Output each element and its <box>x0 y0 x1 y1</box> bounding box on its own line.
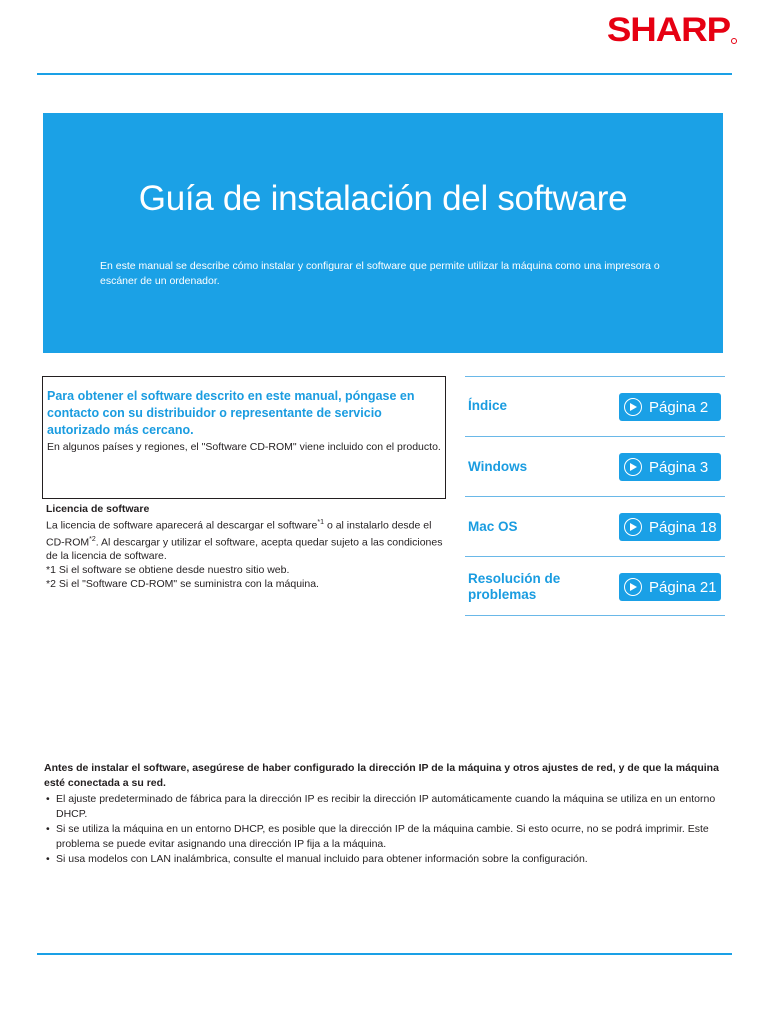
prerequisites-list <box>44 792 728 867</box>
goto-page-3-button[interactable] <box>619 453 721 481</box>
goto-page-18-label: Página 18 <box>649 518 717 536</box>
nav-row-indice <box>465 376 725 436</box>
bottom-divider <box>37 953 732 955</box>
sharp-logo: SHARP <box>606 11 730 49</box>
notice-lead-text: Para obtener el software descrito en este manual, póngase en contacto con su distribuidor o representante de servicio autorizado más cercano. <box>47 389 415 437</box>
list-item: • Si usa modelos con LAN inalámbrica, consulte el manual incluido para obtener información sobre la configuración. <box>44 852 728 867</box>
goto-page-21-button[interactable] <box>619 573 721 601</box>
license-text-1: La licencia de software aparecerá al descargar el software <box>46 519 318 532</box>
top-divider <box>37 73 732 75</box>
license-heading: Licencia de software <box>46 503 150 515</box>
play-circle-icon <box>624 398 642 416</box>
nav-label-windows: Windows <box>468 459 528 474</box>
nav-label-troubleshooting: Resolución de problemas <box>468 571 561 602</box>
goto-page-18-button[interactable] <box>619 513 721 541</box>
license-body <box>46 516 446 563</box>
play-circle-icon <box>624 578 642 596</box>
license-footnote-2: *2 Si el "Software CD-ROM" se suministra con la máquina. <box>46 578 319 590</box>
license-footnote-ref-2: *2 <box>89 535 96 543</box>
list-item: • El ajuste predeterminado de fábrica para la dirección IP es recibir la dirección IP automáticamente cuando la máquina se utiliza en un entorno DHCP. <box>44 792 728 822</box>
title-banner <box>43 113 723 353</box>
nav-row-windows <box>465 436 725 496</box>
play-circle-icon <box>624 458 642 476</box>
goto-page-2-button[interactable] <box>619 393 721 421</box>
goto-page-3-label: Página 3 <box>649 458 709 476</box>
prerequisites-heading: Antes de instalar el software, asegúrese de haber configurado la dirección IP de la máquina y otros ajustes de red, y de que la máquina esté conectada a su red. <box>44 762 719 789</box>
software-license-section <box>46 502 446 591</box>
goto-page-2-label: Página 2 <box>649 398 709 416</box>
registered-mark-icon <box>731 38 737 44</box>
nav-label-indice: Índice <box>468 398 508 413</box>
manual-description: En este manual se describe cómo instalar y configurar el software que permite utilizar la máquina como una impresora o escáner de un ordenador. <box>100 260 660 287</box>
notice-sub-text: En algunos países y regiones, el "Software CD-ROM" viene incluido con el producto. <box>47 441 441 453</box>
goto-page-21-label: Página 21 <box>649 578 717 596</box>
page-title: Guía de instalación del software <box>138 179 628 218</box>
list-item: • Si se utiliza la máquina en un entorno DHCP, es posible que la dirección IP de la máquina cambie. Si esto ocurre, no se podrá imprimir. Este problema se puede evitar asignando una dirección IP fija a la máquina. <box>44 822 728 852</box>
section-navigation <box>465 376 725 616</box>
license-text-3: . Al descargar y utilizar el software, acepta quedar sujeto a las condiciones de la licencia de software. <box>46 536 443 562</box>
license-footnote-ref-1: *1 <box>317 519 325 526</box>
play-circle-icon <box>624 518 642 536</box>
nav-label-macos: Mac OS <box>468 519 518 534</box>
license-text-2: o al instalarlo desde el CD-ROM <box>46 519 432 548</box>
software-notice-box <box>42 376 446 499</box>
nav-row-macos <box>465 496 725 556</box>
nav-row-troubleshooting <box>465 556 725 616</box>
license-footnote-1: *1 Si el software se obtiene desde nuestro sitio web. <box>46 564 290 576</box>
prerequisites-section <box>44 761 728 867</box>
